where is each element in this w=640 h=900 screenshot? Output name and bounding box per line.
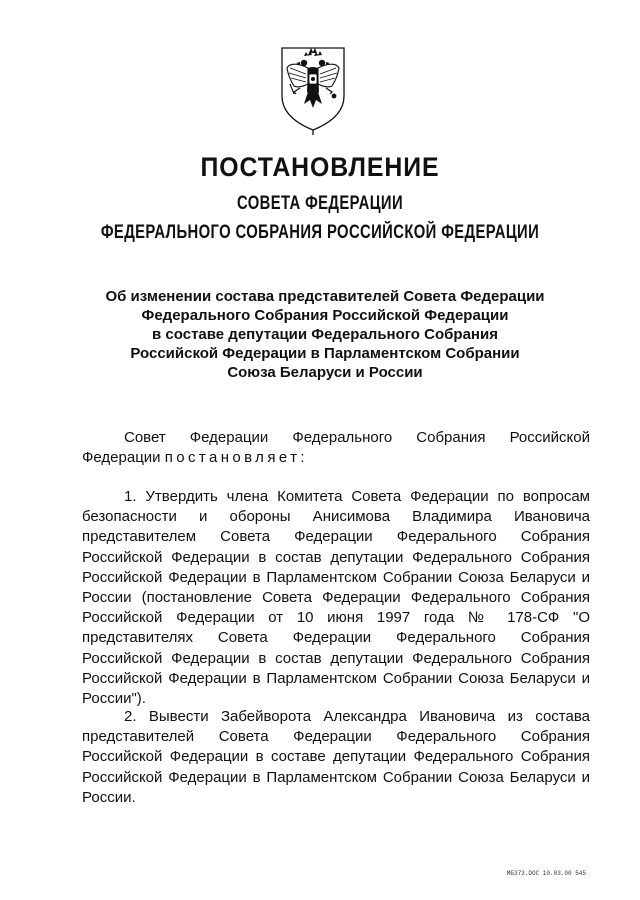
preamble [82,428,590,468]
subject-line: в составе депутации Федерального Собрания [152,326,498,343]
subject-line: Союза Беларуси и России [227,364,423,381]
subject-line: Об изменении состава представителей Совета Федерации [105,288,545,305]
issuer-line-1: СОВЕТА ФЕДЕРАЦИИ [236,193,404,214]
document-subject [60,287,590,382]
subject-line: Российской Федерации в Парламентском Собрании [130,345,520,362]
paragraph-1: 1. Утвердить члена Комитета Совета Федерации по вопросам безопасности и обороны Анисимова Владимира Ивановича представителем Совета Федерации Федерального Собрания Российской Федерации в состав депутации Федерального Собрания Российской Федерации в Парламентском Собрании Союза Беларуси и России (постановление Совета Федерации Федерального Собрания Российской Федерации от 10 июня 1997 года № 178-СФ "О представителях Совета Федерации Федерального Собрания Российской Федерации в состав депутации Федерального Собрания Российской Федерации в Парламентском Собрании Союза Беларуси и России"). [82,488,590,708]
paragraph-2: 2. Вывести Забейворота Александра Ивановича из состава представителей Совета Федерации Федерального Собрания Российской Федерации в составе депутации Федерального Собрания Российской Федерации в Парламентском Собрании Союза Беларуси и России. [82,708,590,806]
issuer-line-2: ФЕДЕРАЛЬНОГО СОБРАНИЯ РОССИЙСКОЙ ФЕДЕРАЦИИ [100,222,540,243]
russian-coat-of-arms-icon [278,44,348,136]
document-title: ПОСТАНОВЛЕНИЕ [200,152,440,182]
document-code: МБ373.DOC 10.03.00 545 [506,870,586,877]
preamble-verb: постановляет: [164,449,308,467]
preamble-text: Совет Федерации Федерального Собрания Российской Федерации [82,429,590,467]
subject-line: Федерального Собрания Российской Федерации [141,307,509,324]
